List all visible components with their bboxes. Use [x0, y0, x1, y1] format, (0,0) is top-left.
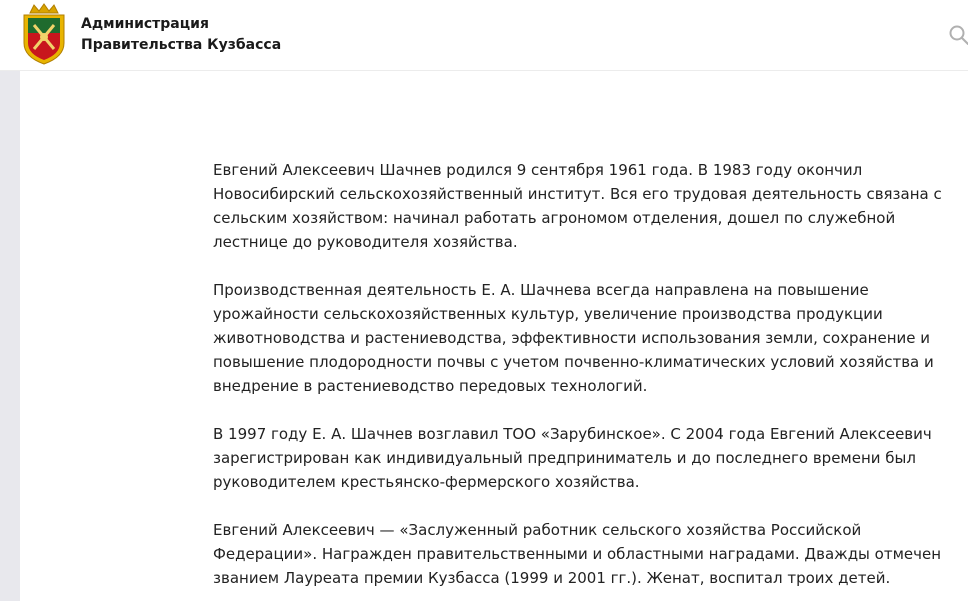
- left-sidebar-strip: [0, 71, 20, 601]
- site-title-line2: Правительства Кузбасса: [81, 37, 282, 53]
- kuzbass-coat-of-arms-icon[interactable]: [20, 3, 68, 65]
- article-paragraph: Евгений Алексеевич — «Заслуженный работник сельского хозяйства Российской Федерации». Награжден правительственными и областными наградами. Дважды отмечен званием Лауреата премии Кузбасса (1999 и 2001 гг.). Женат, воспитал троих детей.: [213, 521, 942, 587]
- article-paragraph: Евгений Алексеевич Шачнев родился 9 сентября 1961 года. В 1983 году окончил Новосибирский сельскохозяйственный институт. Вся его трудовая деятельность связана с сельским хозяйством: начинал работать агрономом отделения, дошел по служебной лестнице до руководителя хозяйства.: [213, 161, 942, 251]
- search-icon[interactable]: [948, 24, 968, 46]
- article-paragraph: В 1997 году Е. А. Шачнев возглавил ТОО «Зарубинское». С 2004 года Евгений Алексеевич зарегистрирован как индивидуальный предприниматель и до последнего времени был руководителем крестьянско-фермерского хозяйства.: [213, 425, 932, 491]
- article-body: [213, 158, 958, 614]
- site-title[interactable]: [81, 14, 281, 56]
- site-header: [0, 0, 968, 71]
- article-paragraph: Производственная деятельность Е. А. Шачнева всегда направлена на повышение урожайности сельскохозяйственных культур, увеличение производства продукции животноводства и растениеводства, эффективности использования земли, сохранение и повышение плодородности почвы с учетом почвенно-климатических условий хозяйства и внедрение в растениеводство передовых технологий.: [213, 281, 934, 395]
- site-title-line1: Администрация: [81, 16, 209, 32]
